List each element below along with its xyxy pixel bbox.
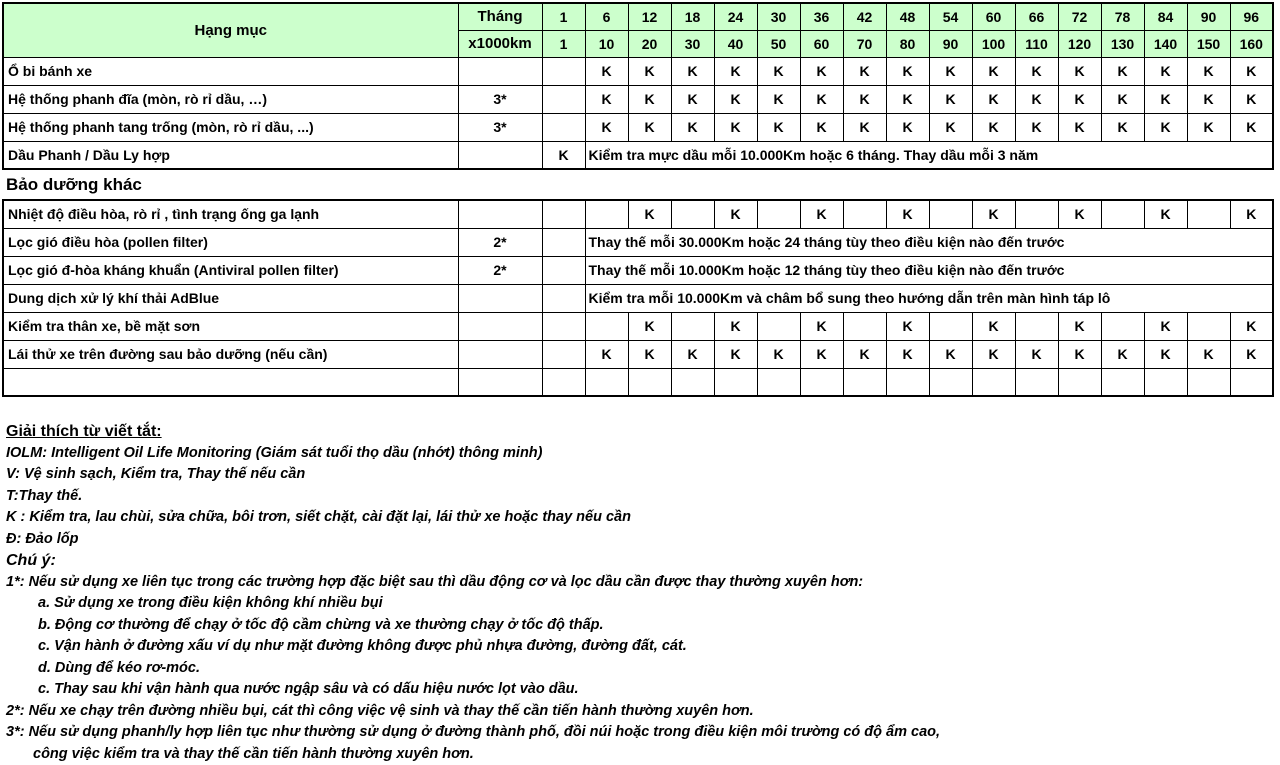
mark-cell: K [628, 312, 671, 340]
mark-cell: K [1101, 113, 1144, 141]
mark-cell [757, 312, 800, 340]
note-3-continuation: công việc kiểm tra và thay thế cần tiến hành thường xuyên hơn. [6, 744, 1266, 765]
mark-cell: K [886, 113, 929, 141]
mark-cell [671, 200, 714, 228]
mark-cell: K [628, 200, 671, 228]
mark-cell: K [757, 113, 800, 141]
abbrev-k: K : Kiểm tra, lau chùi, sửa chữa, bôi trơn, siết chặt, cài đặt lại, lái thử xe hoặc thay nếu cần [6, 507, 1266, 529]
mark-cell: K [1144, 57, 1187, 85]
mark-cell: K [886, 57, 929, 85]
km-cell: 160 [1230, 30, 1273, 57]
abbrev-iolm: IOLM: Intelligent Oil Life Monitoring (Giám sát tuổi thọ dầu (nhớt) thông minh) [6, 443, 1266, 465]
mark-cell [886, 368, 929, 396]
mark-cell: K [714, 312, 757, 340]
mark-cell [542, 57, 585, 85]
mark-cell: K [1015, 57, 1058, 85]
mark-cell: K [542, 141, 585, 169]
note-ref [458, 340, 542, 368]
abbrev-v: V: Vệ sinh sạch, Kiểm tra, Thay thế nếu cần [6, 464, 1266, 486]
table-row [3, 256, 1273, 284]
month-cell: 6 [585, 3, 628, 30]
mark-cell: K [972, 85, 1015, 113]
km-cell: 60 [800, 30, 843, 57]
mark-cell: K [972, 57, 1015, 85]
mark-cell: K [585, 340, 628, 368]
mark-cell [929, 368, 972, 396]
mark-cell: K [1144, 340, 1187, 368]
mark-cell: K [628, 113, 671, 141]
km-cell: 90 [929, 30, 972, 57]
km-cell: 30 [671, 30, 714, 57]
abbrev-title: Giải thích từ viết tắt: [6, 421, 1266, 443]
table-row [3, 200, 1273, 228]
table-row [3, 141, 1273, 169]
month-cell: 90 [1187, 3, 1230, 30]
note-ref: 2* [458, 228, 542, 256]
note-1-item-a: a. Sử dụng xe trong điều kiện không khí nhiều bụi [6, 593, 1266, 615]
header-row-months [3, 3, 1273, 30]
month-cell: 54 [929, 3, 972, 30]
mark-cell [542, 228, 585, 256]
mark-cell [757, 368, 800, 396]
note-3: 3*: Nếu sử dụng phanh/ly hợp liên tục như thường sử dụng ở đường thành phố, đồi núi hoặc trong điều kiện môi trường có độ ẩm cao, [6, 722, 1266, 744]
mark-cell: K [886, 340, 929, 368]
mark-cell: K [929, 340, 972, 368]
mark-cell: K [1015, 113, 1058, 141]
month-cell: 12 [628, 3, 671, 30]
month-cell: 60 [972, 3, 1015, 30]
mark-cell: K [800, 85, 843, 113]
note-ref: 2* [458, 256, 542, 284]
note-1-item-e: c. Thay sau khi vận hành qua nước ngập sâu và có dấu hiệu nước lọt vào dầu. [6, 679, 1266, 701]
km-cell: 140 [1144, 30, 1187, 57]
mark-cell: K [714, 340, 757, 368]
item-label: Nhiệt độ điều hòa, rò rỉ , tình trạng ống ga lạnh [3, 200, 458, 228]
note-ref [458, 312, 542, 340]
mark-cell: K [1058, 85, 1101, 113]
mark-cell: K [800, 200, 843, 228]
item-label: Lọc gió đ-hòa kháng khuẩn (Antiviral pollen filter) [3, 256, 458, 284]
note-ref [458, 57, 542, 85]
item-label: Hệ thống phanh đĩa (mòn, rò rỉ dầu, …) [3, 85, 458, 113]
mark-cell: K [800, 340, 843, 368]
mark-cell [1015, 200, 1058, 228]
mark-cell: K [714, 57, 757, 85]
mark-cell: K [1101, 57, 1144, 85]
maintenance-table-other [2, 199, 1274, 397]
mark-cell: K [1015, 340, 1058, 368]
item-header: Hạng mục [3, 3, 458, 57]
mark-cell: K [1101, 340, 1144, 368]
table-row [3, 228, 1273, 256]
mark-cell: K [800, 57, 843, 85]
mark-cell: K [1230, 57, 1273, 85]
mark-cell: K [1058, 57, 1101, 85]
mark-cell [929, 200, 972, 228]
month-cell: 48 [886, 3, 929, 30]
note-2: 2*: Nếu xe chạy trên đường nhiều bụi, cát thì công việc vệ sinh và thay thế cần tiến hành thường xuyên hơn. [6, 701, 1266, 723]
notes-section [6, 421, 1266, 765]
mark-cell: K [1058, 200, 1101, 228]
mark-cell: K [843, 113, 886, 141]
mark-cell: K [1058, 312, 1101, 340]
section-title-other-maintenance: Bảo dưỡng khác [6, 175, 142, 195]
mark-cell: K [972, 340, 1015, 368]
km-cell: 150 [1187, 30, 1230, 57]
month-cell: 42 [843, 3, 886, 30]
mark-cell: K [1187, 113, 1230, 141]
month-cell: 84 [1144, 3, 1187, 30]
mark-cell: K [1230, 340, 1273, 368]
mark-cell: K [671, 113, 714, 141]
item-label: Dung dịch xử lý khí thải AdBlue [3, 284, 458, 312]
item-label: Ổ bi bánh xe [3, 57, 458, 85]
month-cell: 30 [757, 3, 800, 30]
mark-cell: K [585, 57, 628, 85]
mark-cell: K [843, 340, 886, 368]
mark-cell [542, 284, 585, 312]
mark-cell [757, 200, 800, 228]
mark-cell [1187, 312, 1230, 340]
mark-cell: K [800, 312, 843, 340]
km-cell: 20 [628, 30, 671, 57]
maintenance-table-main [2, 2, 1274, 170]
mark-cell: K [1015, 85, 1058, 113]
mark-cell [972, 368, 1015, 396]
schedule-text: Kiểm tra mực dầu mỗi 10.000Km hoặc 6 tháng. Thay dầu mỗi 3 năm [585, 141, 1273, 169]
mark-cell: K [800, 113, 843, 141]
abbrev-t: T:Thay thế. [6, 486, 1266, 508]
mark-cell: K [1230, 113, 1273, 141]
mark-cell: K [1144, 200, 1187, 228]
month-cell: 78 [1101, 3, 1144, 30]
mark-cell [1101, 312, 1144, 340]
km-cell: 1 [542, 30, 585, 57]
month-cell: 1 [542, 3, 585, 30]
mark-cell: K [628, 57, 671, 85]
mark-cell [542, 340, 585, 368]
note-ref [458, 284, 542, 312]
mark-cell: K [714, 113, 757, 141]
mark-cell: K [628, 340, 671, 368]
mark-cell [843, 368, 886, 396]
table-row [3, 284, 1273, 312]
mark-cell [585, 368, 628, 396]
mark-cell [628, 368, 671, 396]
month-cell: 96 [1230, 3, 1273, 30]
mark-cell: K [757, 57, 800, 85]
km-cell: 40 [714, 30, 757, 57]
mark-cell: K [1101, 85, 1144, 113]
note-ref [458, 200, 542, 228]
mark-cell [843, 312, 886, 340]
mark-cell: K [585, 113, 628, 141]
km-header: x1000km [458, 30, 542, 57]
month-header: Tháng [458, 3, 542, 30]
mark-cell [671, 312, 714, 340]
mark-cell: K [972, 113, 1015, 141]
mark-cell: K [714, 200, 757, 228]
km-cell: 100 [972, 30, 1015, 57]
mark-cell [1187, 200, 1230, 228]
mark-cell [585, 312, 628, 340]
mark-cell [1144, 368, 1187, 396]
mark-cell [800, 368, 843, 396]
month-cell: 24 [714, 3, 757, 30]
mark-cell [1101, 368, 1144, 396]
mark-cell: K [757, 340, 800, 368]
mark-cell [542, 312, 585, 340]
mark-cell [542, 256, 585, 284]
mark-cell [929, 312, 972, 340]
item-label: Dầu Phanh / Dầu Ly hợp [3, 141, 458, 169]
item-label: Kiểm tra thân xe, bề mặt sơn [3, 312, 458, 340]
item-label: Lọc gió điều hòa (pollen filter) [3, 228, 458, 256]
mark-cell: K [1230, 85, 1273, 113]
month-cell: 36 [800, 3, 843, 30]
mark-cell [1015, 368, 1058, 396]
mark-cell: K [929, 113, 972, 141]
mark-cell: K [929, 57, 972, 85]
mark-cell: K [843, 57, 886, 85]
item-label: Hệ thống phanh tang trống (mòn, rò rỉ dầu, ...) [3, 113, 458, 141]
mark-cell [843, 200, 886, 228]
table-row [3, 340, 1273, 368]
km-cell: 130 [1101, 30, 1144, 57]
mark-cell: K [972, 312, 1015, 340]
table-row [3, 368, 1273, 396]
mark-cell: K [1187, 57, 1230, 85]
note-1-item-d: d. Dùng để kéo rơ-móc. [6, 658, 1266, 680]
mark-cell: K [886, 312, 929, 340]
note-ref: 3* [458, 85, 542, 113]
table-row [3, 113, 1273, 141]
mark-cell: K [671, 57, 714, 85]
mark-cell: K [929, 85, 972, 113]
item-label [3, 368, 458, 396]
schedule-text: Kiểm tra mỗi 10.000Km và châm bổ sung theo hướng dẫn trên màn hình táp lô [585, 284, 1273, 312]
note-ref: 3* [458, 113, 542, 141]
note-1-item-b: b. Động cơ thường để chạy ở tốc độ cầm chừng và xe thường chạy ở tốc độ thấp. [6, 615, 1266, 637]
mark-cell [585, 200, 628, 228]
mark-cell [1187, 368, 1230, 396]
mark-cell: K [1144, 85, 1187, 113]
mark-cell [671, 368, 714, 396]
mark-cell: K [1187, 340, 1230, 368]
mark-cell: K [1230, 200, 1273, 228]
km-cell: 70 [843, 30, 886, 57]
month-cell: 72 [1058, 3, 1101, 30]
mark-cell [1230, 368, 1273, 396]
mark-cell: K [886, 200, 929, 228]
mark-cell: K [1144, 113, 1187, 141]
mark-cell: K [1058, 113, 1101, 141]
chu-y-heading: Chú ý: [6, 550, 1266, 572]
mark-cell: K [1058, 340, 1101, 368]
km-cell: 110 [1015, 30, 1058, 57]
note-1-item-c: c. Vận hành ở đường xấu ví dụ như mặt đường không được phủ nhựa đường, đường đất, cát. [6, 636, 1266, 658]
table-row [3, 85, 1273, 113]
month-cell: 18 [671, 3, 714, 30]
mark-cell [1015, 312, 1058, 340]
note-ref [458, 141, 542, 169]
mark-cell: K [972, 200, 1015, 228]
km-cell: 50 [757, 30, 800, 57]
abbrev-d: Đ: Đảo lốp [6, 529, 1266, 551]
mark-cell: K [714, 85, 757, 113]
mark-cell [1058, 368, 1101, 396]
table-row [3, 312, 1273, 340]
mark-cell: K [843, 85, 886, 113]
mark-cell: K [1187, 85, 1230, 113]
mark-cell [542, 368, 585, 396]
mark-cell: K [628, 85, 671, 113]
mark-cell: K [1230, 312, 1273, 340]
month-cell: 66 [1015, 3, 1058, 30]
table-row [3, 57, 1273, 85]
mark-cell: K [886, 85, 929, 113]
note-1: 1*: Nếu sử dụng xe liên tục trong các trường hợp đặc biệt sau thì dầu động cơ và lọc dầu cần được thay thường xuyên hơn: [6, 572, 1266, 594]
mark-cell: K [671, 85, 714, 113]
mark-cell [1101, 200, 1144, 228]
mark-cell: K [671, 340, 714, 368]
mark-cell [542, 200, 585, 228]
mark-cell [542, 113, 585, 141]
km-cell: 10 [585, 30, 628, 57]
mark-cell: K [1144, 312, 1187, 340]
item-label: Lái thử xe trên đường sau bảo dưỡng (nếu cần) [3, 340, 458, 368]
schedule-text: Thay thế mỗi 30.000Km hoặc 24 tháng tùy theo điều kiện nào đến trước [585, 228, 1273, 256]
mark-cell [714, 368, 757, 396]
schedule-text: Thay thế mỗi 10.000Km hoặc 12 tháng tùy theo điều kiện nào đến trước [585, 256, 1273, 284]
mark-cell: K [757, 85, 800, 113]
mark-cell [542, 85, 585, 113]
note-ref [458, 368, 542, 396]
mark-cell: K [585, 85, 628, 113]
km-cell: 120 [1058, 30, 1101, 57]
km-cell: 80 [886, 30, 929, 57]
